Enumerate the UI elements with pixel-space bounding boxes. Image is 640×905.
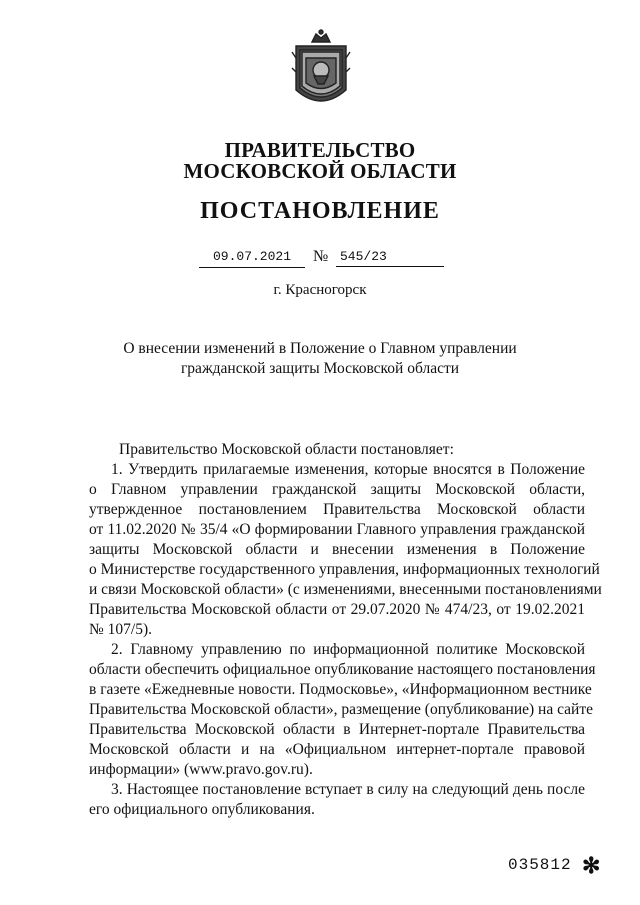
body-line: Правительства Московской области в Интернет-портале Правительства [89,721,585,738]
body-line: информации» (www.pravo.gov.ru). [89,761,313,778]
body-line: Московской области и на «Официальном интернет-портале правовой [89,741,585,758]
document-type-title: ПОСТАНОВЛЕНИЕ [200,198,440,224]
body-line: Правительства Московской области от 29.07.2020 № 474/23, от 19.02.2021 [89,601,585,618]
body-line: о Главном управлении гражданской защиты Московской области, [89,481,585,498]
issue-city: г. Красногорск [273,282,367,298]
subject-line2: гражданской защиты Московской области [180,360,460,377]
body-line: в газете «Ежедневные новости. Подмосковье», «Информационном вестнике [89,681,592,698]
preamble-line: Правительство Московской области постановляет: [119,441,454,458]
moscow-oblast-coat-of-arms-icon [290,28,352,112]
body-line: от 11.02.2020 № 35/4 «О формировании Главного управления гражданской [89,521,585,538]
resolution-body [89,440,602,820]
body-line: защиты Московской области и внесении изменения в Положение [89,541,585,558]
body-line: № 107/5). [89,621,153,638]
document-date: 09.07.2021 [199,249,305,268]
government-name-line2: МОСКОВСКОЙ ОБЛАСТИ [183,159,457,183]
body-line: Правительства Московской области», размещение (опубликование) на сайте [89,701,594,718]
document-number: 545/23 [336,249,444,267]
subject-line1: О внесении изменений в Положение о Главном управлении [123,340,517,357]
form-serial-number: 035812 [508,856,572,874]
body-line: 1. Утвердить прилагаемые изменения, которые вносятся в Положение [111,461,585,478]
body-line: 3. Настоящее постановление вступает в силу на следующий день после [111,781,585,798]
body-line: 2. Главному управлению по информационной политике Московской [111,641,585,658]
body-line: утвержденное постановлением Правительства Московской области [89,501,585,518]
body-line: о Министерстве государственного управления, информационных технологий [89,561,600,578]
body-line: его официального опубликования. [89,801,315,818]
government-name-line1: ПРАВИТЕЛЬСТВО [224,138,416,162]
asterisk-mark-icon: ✻ [582,853,601,878]
number-sign: № [313,248,329,265]
document-number-line [0,248,640,272]
body-line: области обеспечить официальное опубликование настоящего постановления [89,661,596,678]
body-line: и связи Московской области» (с изменениями, внесенными постановлениями [89,581,602,598]
